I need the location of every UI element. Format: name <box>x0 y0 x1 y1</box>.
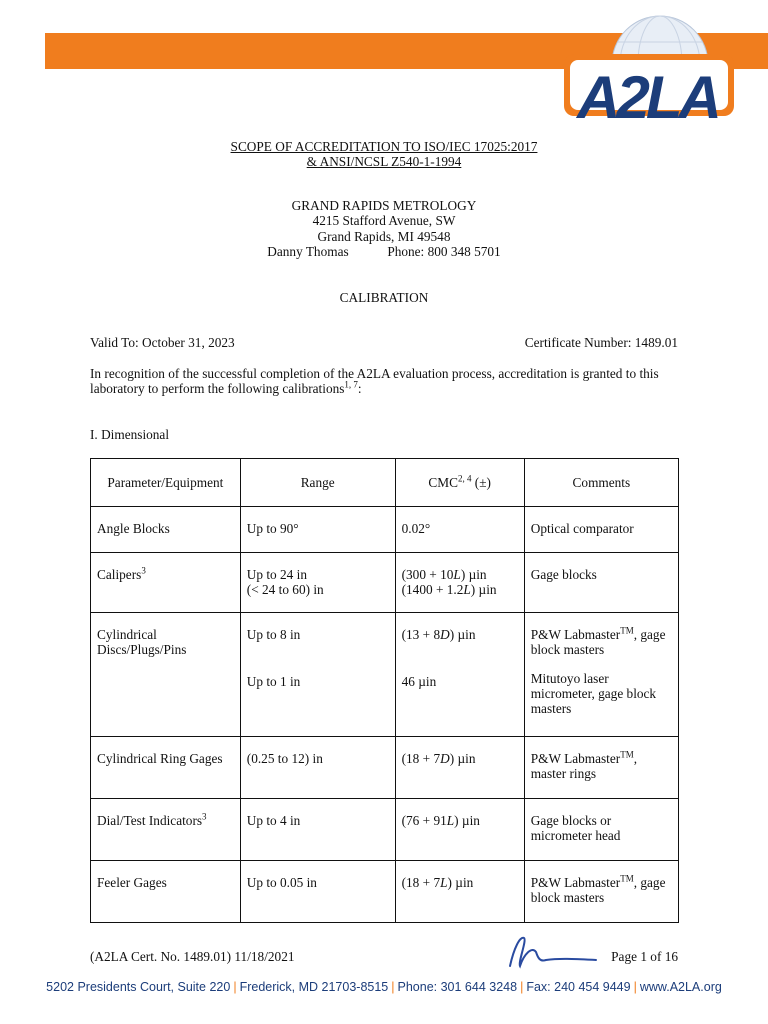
table-row <box>91 799 679 861</box>
lab-address-2: Grand Rapids, MI 49548 <box>317 229 451 244</box>
param-cell: Cylindrical Ring Gages <box>91 737 241 799</box>
page-number: Page 1 of 16 <box>611 949 678 964</box>
table-row <box>91 507 679 553</box>
lab-name: GRAND RAPIDS METROLOGY <box>291 198 477 213</box>
comments-cell: P&W Labmaster™, gage block masters Mitutoyo laser micrometer, gage block masters <box>524 613 678 737</box>
lab-contact <box>0 244 768 260</box>
section-heading: I. Dimensional <box>90 427 170 442</box>
intro-footnote: 1, 7 <box>344 379 358 390</box>
param-cell: Angle Blocks <box>91 507 241 553</box>
comments-cell: Gage blocks <box>524 553 678 613</box>
param-cell: Feeler Gages <box>91 861 241 923</box>
lab-address-1: 4215 Stafford Avenue, SW <box>312 213 456 228</box>
header-parameter: Parameter/Equipment <box>91 459 241 507</box>
table-row <box>91 737 679 799</box>
param-cell: Cylindrical Discs/Plugs/Pins <box>91 613 241 737</box>
scope-title-line1: SCOPE OF ACCREDITATION TO ISO/IEC 17025:2017 <box>230 139 538 154</box>
valid-to: Valid To: October 31, 2023 <box>90 335 235 350</box>
cmc-cell: (18 + 7L) µin <box>395 861 524 923</box>
range-cell: Up to 0.05 in <box>240 861 395 923</box>
range-cell: Up to 4 in <box>240 799 395 861</box>
contact-name: Danny Thomas <box>267 244 349 259</box>
table-row <box>91 861 679 923</box>
comments-cell: Optical comparator <box>524 507 678 553</box>
cmc-cell: (76 + 91L) µin <box>395 799 524 861</box>
scope-table <box>90 458 679 923</box>
footer-address: 5202 Presidents Court, Suite 220 <box>46 980 231 994</box>
footer-fax: Fax: 240 454 9449 <box>526 980 631 994</box>
comments-cell: P&W Labmaster™, gage block masters <box>524 861 678 923</box>
header-range: Range <box>240 459 395 507</box>
header-comments: Comments <box>524 459 678 507</box>
footer-separator: | <box>233 980 237 994</box>
footer-contact-bar <box>0 980 768 994</box>
signature <box>500 928 600 974</box>
cmc-cell: (18 + 7D) µin <box>395 737 524 799</box>
footer-website-link[interactable]: www.A2LA.org <box>639 980 722 994</box>
range-cell: (0.25 to 12) in <box>240 737 395 799</box>
cmc-cell: (13 + 8D) µin 46 µin <box>395 613 524 737</box>
param-cell: Calipers$^3$ <box>91 553 241 613</box>
table-row <box>91 613 679 737</box>
intro-end: : <box>357 381 362 396</box>
footer-separator: | <box>520 980 524 994</box>
footer-separator: | <box>391 980 395 994</box>
cmc-cell: 0.02° <box>395 507 524 553</box>
cmc-cell: (300 + 10L) µin (1400 + 1.2L) µin <box>395 553 524 613</box>
comments-cell: P&W Labmaster™, master rings <box>524 737 678 799</box>
range-cell: Up to 8 in Up to 1 in <box>240 613 395 737</box>
header-cmc: CMC$^{2, 4}$ (±) <box>395 459 524 507</box>
scope-title-line2: & ANSI/NCSL Z540-1-1994 <box>306 154 462 169</box>
intro-text: In recognition of the successful completion of the A2LA evaluation process, accreditation is granted to this laboratory to perform the following calibrations <box>90 366 659 396</box>
range-cell: Up to 90° <box>240 507 395 553</box>
comments-cell: Gage blocks or micrometer head <box>524 799 678 861</box>
intro-paragraph <box>90 366 680 396</box>
certificate-number: Certificate Number: 1489.01 <box>524 335 678 350</box>
field-heading: CALIBRATION <box>339 290 429 305</box>
logo-text: A2LA <box>577 63 718 131</box>
param-cell: Dial/Test Indicators$^3$ <box>91 799 241 861</box>
range-cell: Up to 24 in (< 24 to 60) in <box>240 553 395 613</box>
table-header-row <box>91 459 679 507</box>
footer-city: Frederick, MD 21703-8515 <box>239 980 389 994</box>
cert-reference: (A2LA Cert. No. 1489.01) 11/18/2021 <box>90 949 295 964</box>
a2la-logo <box>560 14 735 132</box>
contact-phone: Phone: 800 348 5701 <box>387 244 501 259</box>
footer-phone: Phone: 301 644 3248 <box>397 980 518 994</box>
table-row <box>91 553 679 613</box>
footer-separator: | <box>633 980 637 994</box>
